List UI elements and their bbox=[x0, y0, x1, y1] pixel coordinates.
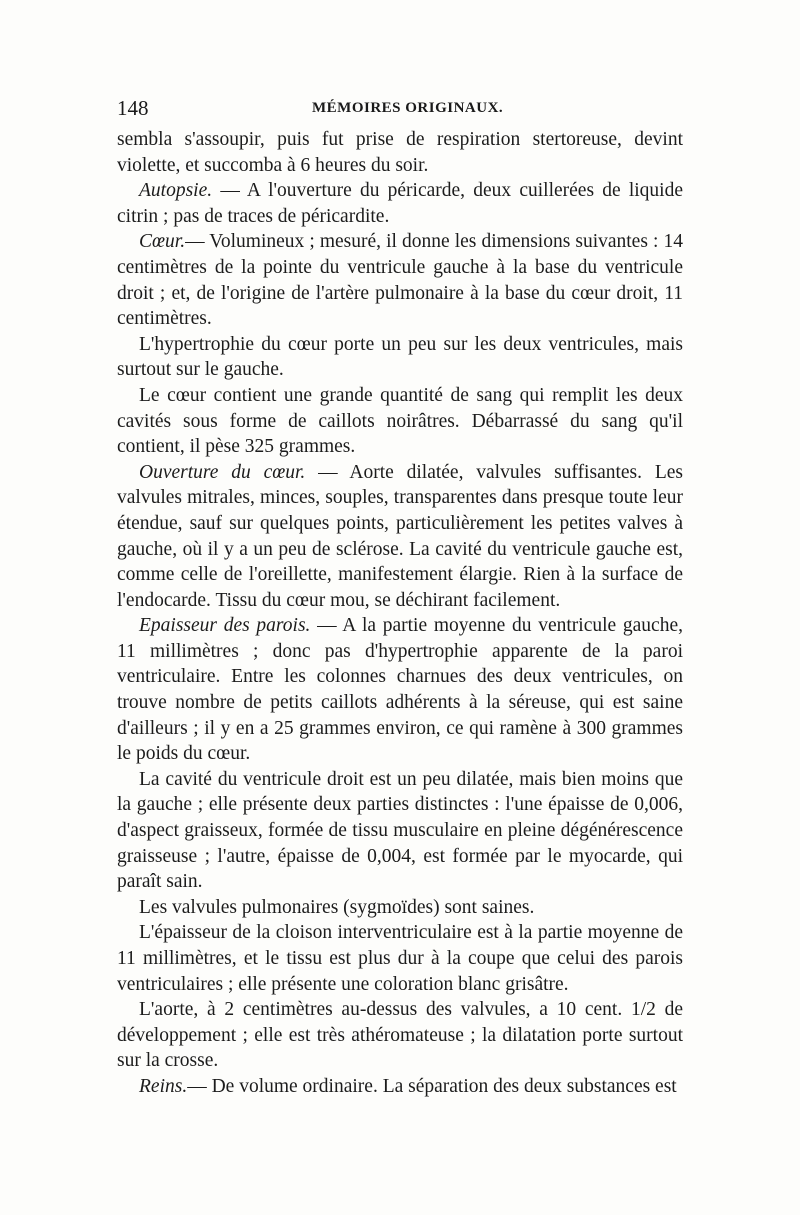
paragraph-text: — Volumineux ; mesuré, il donne les dimensions suivantes : 14 centimètres de la pointe du ventricule gauche à la base du ventricule droit ; et, de l'origine de l'artère pulmonaire à la base du cœur droit, 11 centimètres. bbox=[117, 231, 683, 330]
paragraph bbox=[117, 895, 683, 921]
paragraph-text: L'épaisseur de la cloison interventriculaire est à la partie moyenne de 11 millimètres, et le tissu est plus dur à la coupe que celui des parois ventriculaires ; elle présente une coloration blanc grisâtre. bbox=[117, 922, 683, 995]
paragraph bbox=[117, 1074, 683, 1100]
paragraph bbox=[117, 997, 683, 1074]
page-number: 148 bbox=[117, 96, 149, 120]
paragraph-text: Les valvules pulmonaires (sygmoïdes) sont saines. bbox=[139, 896, 535, 918]
paragraph-text: sembla s'assoupir, puis fut prise de respiration stertoreuse, devint violette, et succomba à 6 heures du soir. bbox=[117, 129, 683, 176]
running-head: MÉMOIRES ORIGINAUX. bbox=[312, 100, 504, 116]
page-header bbox=[117, 96, 683, 122]
body-text bbox=[117, 127, 683, 1100]
paragraph-text: — A l'ouverture du péricarde, deux cuillerées de liquide citrin ; pas de traces de péricardite. bbox=[117, 180, 683, 227]
paragraph bbox=[117, 229, 683, 331]
paragraph bbox=[117, 920, 683, 997]
paragraph bbox=[117, 383, 683, 460]
paragraph bbox=[117, 767, 683, 895]
paragraph-text: — Aorte dilatée, valvules suffisantes. Les valvules mitrales, minces, souples, transparentes dans presque toute leur étendue, sauf sur quelques points, particulièrement les petites valves à gauche, où il y a un peu de sclérose. La cavité du ventricule gauche est, comme celle de l'oreillette, manifestement élargie. Rien à la surface de l'endocarde. Tissu du cœur mou, se déchirant facilement. bbox=[117, 461, 683, 611]
section-label: Ouverture du cœur. bbox=[139, 461, 306, 483]
section-label: Cœur. bbox=[139, 231, 186, 253]
paragraph-text: L'aorte, à 2 centimètres au-dessus des valvules, a 10 cent. 1/2 de développement ; elle est très athéromateuse ; la dilatation porte surtout sur la crosse. bbox=[117, 999, 683, 1072]
paragraph bbox=[117, 613, 683, 767]
section-label: Autopsie. bbox=[139, 180, 213, 202]
paragraph-text: La cavité du ventricule droit est un peu dilatée, mais bien moins que la gauche ; elle présente deux parties distinctes : l'une épaisse de 0,006, d'aspect graisseux, formée de tissu musculaire en pleine dégénérescence graisseuse ; l'autre, épaisse de 0,004, est formée par le myocarde, qui paraît sain. bbox=[117, 768, 683, 893]
paragraph-text: Le cœur contient une grande quantité de sang qui remplit les deux cavités sous forme de caillots noirâtres. Débarrassé du sang qu'il contient, il pèse 325 grammes. bbox=[117, 384, 683, 458]
paragraph bbox=[117, 178, 683, 229]
paragraph-text: — De volume ordinaire. La séparation des deux substances est bbox=[187, 1075, 677, 1097]
section-label: Reins. bbox=[139, 1075, 188, 1097]
paragraph bbox=[117, 460, 683, 614]
paragraph bbox=[117, 127, 683, 178]
paragraph-text: L'hypertrophie du cœur porte un peu sur les deux ventricules, mais surtout sur le gauche. bbox=[117, 333, 683, 381]
paragraph-text: — A la partie moyenne du ventricule gauche, 11 millimètres ; donc pas d'hypertrophie apparente de la paroi ventriculaire. Entre les colonnes charnues des deux ventricules, on trouve nombre de petits caillots adhérents à la séreuse, qui est saine d'ailleurs ; il y en a 25 grammes environ, ce qui ramène à 300 grammes le poids du cœur. bbox=[117, 615, 683, 765]
section-label: Epaisseur des parois. bbox=[139, 615, 311, 637]
paragraph bbox=[117, 332, 683, 383]
